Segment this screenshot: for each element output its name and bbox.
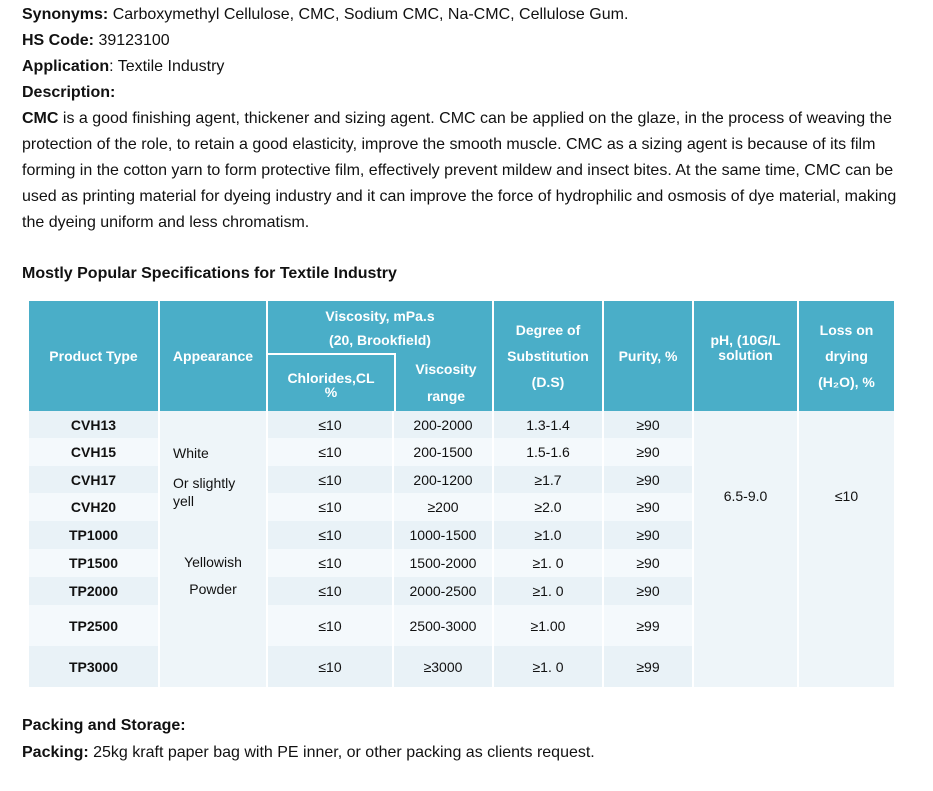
chlorides-cell: ≤10 <box>267 466 393 493</box>
purity-cell: ≥99 <box>603 605 693 646</box>
ph-merged-cell: 6.5-9.0 <box>693 411 798 687</box>
viscosity-cell: 200-2000 <box>393 411 493 438</box>
application-label: Application <box>22 58 110 75</box>
loss-merged-cell: ≤10 <box>798 411 895 687</box>
product-cell: TP1500 <box>29 549 159 577</box>
header-viscosity-range: Viscosity range <box>415 361 477 404</box>
table-row <box>29 411 895 438</box>
spec-table <box>29 301 896 687</box>
viscosity-cell: ≥200 <box>393 493 493 521</box>
header-purity: Purity, % <box>603 301 693 411</box>
viscosity-cell: ≥3000 <box>393 646 493 687</box>
ds-cell: 1.3-1.4 <box>493 411 603 438</box>
viscosity-cell: 200-1200 <box>393 466 493 493</box>
packing-storage-heading: Packing and Storage: <box>22 717 186 734</box>
product-cell: TP2000 <box>29 577 159 605</box>
purity-cell: ≥90 <box>603 493 693 521</box>
header-viscosity-title: Viscosity, mPa.s <box>325 308 435 324</box>
viscosity-cell: 1500-2000 <box>393 549 493 577</box>
purity-cell: ≥99 <box>603 646 693 687</box>
product-cell: CVH13 <box>29 411 159 438</box>
chlorides-cell: ≤10 <box>267 493 393 521</box>
description-text: is a good finishing agent, thickener and sizing agent. CMC can be applied on the glaze, in the process of weaving the protection of the role, to retain a good elasticity, improve the smooth muscle. CMC as a sizing agent is because of its film forming in the cotton yarn to form protective film, effectively prevent mildew and insect bites. At the same time, CMC can be used as printing material for dyeing industry and it can improve the force of hydrophilic and osmosis of dye material, making the dyeing uniform and less chromatism. <box>22 110 897 231</box>
ds-cell: ≥2.0 <box>493 493 603 521</box>
product-cell: CVH20 <box>29 493 159 521</box>
chlorides-cell: ≤10 <box>267 577 393 605</box>
hs-code-line <box>22 32 170 50</box>
header-viscosity-sub: (20, Brookfield) <box>329 332 431 348</box>
header-appearance: Appearance <box>159 301 267 411</box>
ds-cell: ≥1. 0 <box>493 549 603 577</box>
ds-cell: ≥1. 0 <box>493 646 603 687</box>
viscosity-cell: 200-1500 <box>393 438 493 466</box>
ds-cell: ≥1.0 <box>493 521 603 549</box>
purity-cell: ≥90 <box>603 549 693 577</box>
viscosity-cell: 2500-3000 <box>393 605 493 646</box>
chlorides-cell: ≤10 <box>267 438 393 466</box>
purity-cell: ≥90 <box>603 466 693 493</box>
viscosity-cell: 2000-2500 <box>393 577 493 605</box>
product-cell: TP1000 <box>29 521 159 549</box>
header-ph: pH, (10G/L solution <box>693 301 798 411</box>
purity-cell: ≥90 <box>603 521 693 549</box>
ds-cell: ≥1. 0 <box>493 577 603 605</box>
synonyms-label: Synonyms: <box>22 6 109 23</box>
appearance-line: Or slightly <box>173 475 236 491</box>
product-cell: CVH15 <box>29 438 159 466</box>
hs-code-label: HS Code: <box>22 32 94 49</box>
appearance-merged-cell <box>159 411 267 687</box>
synonyms-line <box>22 6 628 24</box>
ds-cell: 1.5-1.6 <box>493 438 603 466</box>
product-cell: CVH17 <box>29 466 159 493</box>
header-chlorides: Chlorides,CL % <box>287 370 375 400</box>
cmc-term: CMC <box>22 110 59 127</box>
packing-value: 25kg kraft paper bag with PE inner, or other packing as clients request. <box>88 744 595 761</box>
hs-code-value: 39123100 <box>94 32 170 49</box>
purity-cell: ≥90 <box>603 438 693 466</box>
description-heading: Description: <box>22 84 116 101</box>
application-value: : Textile Industry <box>109 58 225 75</box>
ds-cell: ≥1.7 <box>493 466 603 493</box>
purity-cell: ≥90 <box>603 411 693 438</box>
chlorides-cell: ≤10 <box>267 549 393 577</box>
description-paragraph <box>22 106 922 236</box>
product-cell: TP3000 <box>29 646 159 687</box>
spec-table-title: Mostly Popular Specifications for Textile Industry <box>22 265 397 282</box>
chlorides-cell: ≤10 <box>267 521 393 549</box>
header-product-type: Product Type <box>29 301 159 411</box>
viscosity-cell: 1000-1500 <box>393 521 493 549</box>
chlorides-cell: ≤10 <box>267 411 393 438</box>
purity-cell: ≥90 <box>603 577 693 605</box>
appearance-line: White <box>173 445 209 461</box>
header-loss-on-drying: Loss on drying (H₂O), % <box>798 301 895 411</box>
synonyms-value: Carboxymethyl Cellulose, CMC, Sodium CMC, Na-CMC, Cellulose Gum. <box>108 6 629 23</box>
packing-line <box>22 744 595 762</box>
header-viscosity-group <box>267 301 493 411</box>
ds-cell: ≥1.00 <box>493 605 603 646</box>
application-line <box>22 58 224 76</box>
appearance-line: Yellowish <box>184 554 242 570</box>
header-degree-of-substitution: Degree of Substitution (D.S) <box>493 301 603 411</box>
chlorides-cell: ≤10 <box>267 605 393 646</box>
appearance-line: yell <box>173 493 195 509</box>
appearance-line: Powder <box>189 581 237 597</box>
packing-label: Packing: <box>22 744 89 761</box>
product-cell: TP2500 <box>29 605 159 646</box>
chlorides-cell: ≤10 <box>267 646 393 687</box>
